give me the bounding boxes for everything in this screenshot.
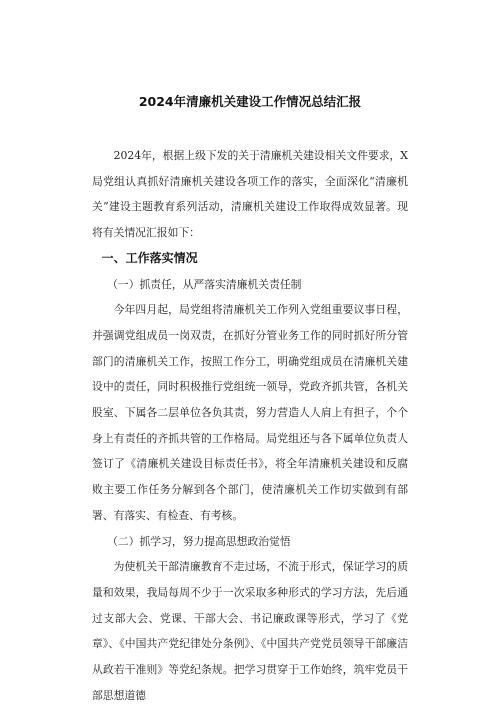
body-paragraph: 今年四月起，局党组将清廉机关工作列入党组重要议事日程，并强调党组成员一岗双责，在抓好分管业务工作的同时抓好所分管部门的清廉机关工作，按照工作分工，明确党组成员在清廉机关建设中的责任，同时积极推行党组统一领导，党政齐抓共管，各机关股室、下属各二层单位各负其责，努力营造人人肩上有担子，个个身上有责任的齐抓共管的工作格局。局党组还与各下属单位负责人签订了《清廉机关建设目标责任书》，将全年清廉机关建设和反腐败主要工作任务分解到各个部门，使清廉机关工作切实做到有部署、有落实、有检查、有考核。 [92, 303, 408, 522]
subsection-heading: （一）抓责任，从严落实清廉机关责任制 [107, 277, 302, 291]
document-title: 2024年清廉机关建设工作情况总结汇报 [138, 94, 362, 109]
section-heading: 一、工作落实情况 [101, 250, 198, 265]
subsection-heading: （二）抓学习，努力提高思想政治觉悟 [107, 534, 291, 548]
intro-paragraph: 2024年，根据上级下发的关于清廉机关建设相关文件要求，X局党组认真抓好清廉机关建设各项工作的落实，全面深化“清廉机关”建设主题教育系列活动，清廉机关建设工作取得成效显著。现将有关情况汇报如下： [92, 149, 408, 240]
body-paragraph: 为使机关干部清廉教育不走过场，不流于形式，保证学习的质量和效果，我局每周不少于一次采取多种形式的学习方法，先后通过支部大会、党课、干部大会、书记廉政课等形式，学习了《党章》、《中国共产党纪律处分条例》、《中国共产党党员领导干部廉洁从政若干准则》等党纪条规。把学习贯穿于工作始终，筑牢党员干部思想道德 [92, 560, 408, 702]
document-body [92, 143, 408, 708]
